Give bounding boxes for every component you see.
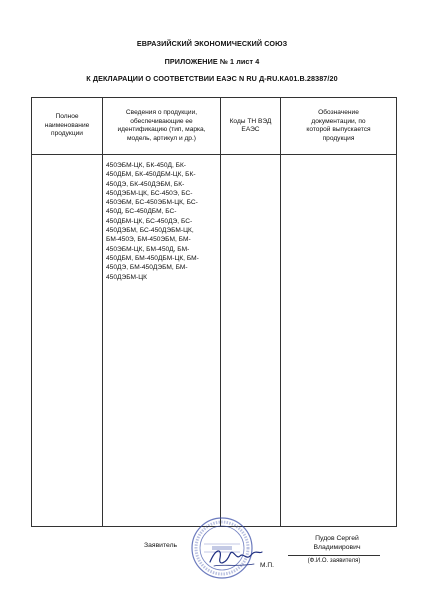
header-product-info	[103, 98, 221, 155]
applicant-caption: (Ф.И.О. заявителя)	[307, 558, 361, 564]
header-text: Обозначение	[318, 109, 359, 116]
appendix-title: ПРИЛОЖЕНИЕ № 1 лист 4	[164, 57, 260, 66]
header-documentation	[281, 98, 397, 155]
header-text: Полное	[55, 113, 79, 121]
header-text: ЕАЭС	[241, 126, 260, 133]
header-text: которой выпускается	[306, 126, 371, 133]
list-item: 450ЭБМ-ЦК, БК-450Д, БК-	[106, 162, 186, 169]
header-text: продукции	[51, 130, 83, 138]
table-row	[32, 155, 397, 527]
list-item: 450ЭБМ, БС-450ЭБМ-ЦК, БС-	[106, 199, 198, 207]
header-tnved-codes	[221, 98, 281, 155]
signature-divider	[288, 555, 380, 556]
header-text: наименование	[44, 121, 90, 129]
header-text: Коды ТН ВЭД	[229, 117, 272, 125]
list-item: 450ДБМ-ЦК, БС-450ДЭ, БС-	[106, 217, 193, 225]
list-item: 450ДЭ, БМ-450ДЭБМ, БМ-	[106, 264, 188, 272]
list-item: 450ДБМ, БК-450ДБМ-ЦК, БК-	[106, 171, 196, 179]
signature-icon	[206, 540, 264, 572]
header-text: документации, по	[311, 117, 366, 125]
header-text: модель, артикул и др.)	[126, 134, 197, 142]
list-item: 450ДЭБМ, БС-450ДЭБМ-ЦК,	[106, 227, 194, 235]
applicant-name	[298, 535, 376, 552]
header-text: идентификацию (тип, марка,	[117, 126, 206, 133]
list-item: 450ДБМ, БМ-450ДБМ-ЦК, БМ-	[106, 254, 199, 262]
applicant-name-line: Пудов Сергей	[315, 535, 359, 542]
applicant-name-line: Владимирович	[313, 543, 361, 551]
cell-documentation	[281, 155, 397, 527]
header-full-name	[32, 98, 103, 155]
product-models-list	[103, 155, 220, 282]
list-item: 450ДЭ, БК-450ДЭБМ, БК-	[106, 180, 185, 188]
list-item: 450Д, БС-450ДБМ, БС-	[106, 208, 177, 216]
table-header-row	[32, 98, 397, 155]
cell-tnved-codes	[221, 155, 281, 527]
header-text: Сведения о продукции,	[125, 109, 198, 116]
list-item: 450ЭБМ-ЦК, БМ-450Д, БМ-	[106, 245, 190, 253]
list-item: БМ-450Э, БМ-450ЭБМ, БМ-	[106, 236, 191, 244]
applicant-label: Заявитель	[144, 542, 178, 549]
stamp-place-label: М.П.	[260, 562, 274, 569]
cell-product-info	[103, 155, 221, 527]
list-item: 450ДЭБМ-ЦК	[106, 273, 147, 281]
union-title: ЕВРАЗИЙСКИЙ ЭКОНОМИЧЕСКИЙ СОЮЗ	[136, 39, 288, 48]
declaration-title: К ДЕКЛАРАЦИИ О СООТВЕТСТВИИ ЕАЭС N RU Д-RU.КА01.В.28387/20	[86, 74, 338, 83]
cell-full-name	[32, 155, 103, 527]
products-table	[31, 97, 397, 527]
header-text: обеспечивающие ее	[130, 117, 193, 125]
list-item: 450ДЭБМ-ЦК, БС-450Э, БС-	[106, 189, 193, 197]
header-text: продукция	[322, 134, 355, 142]
